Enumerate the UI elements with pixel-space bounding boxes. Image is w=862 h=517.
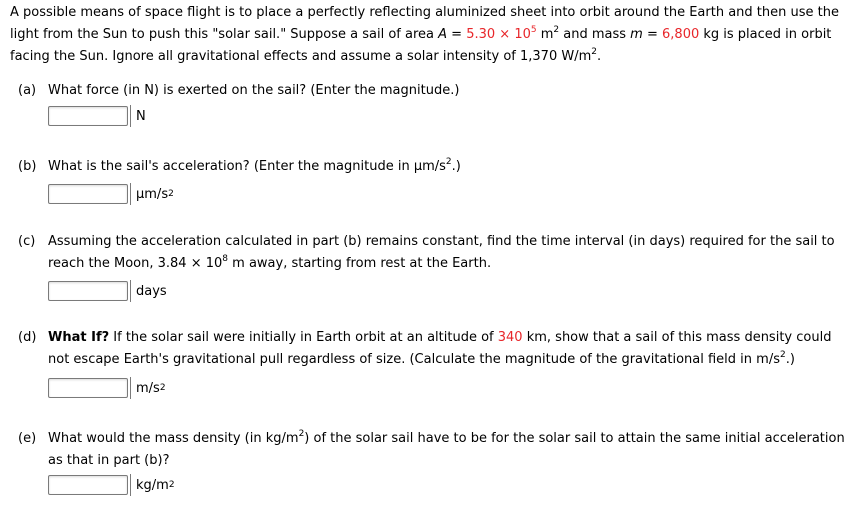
part-e-answer (48, 474, 175, 496)
part-d-question-end: .) (785, 352, 795, 367)
problem-statement (10, 2, 850, 68)
part-b-unit: µm/s 2 (130, 183, 174, 205)
part-a-letter: (a) (18, 83, 37, 98)
part-d (18, 327, 848, 371)
part-e-letter: (e) (18, 431, 37, 446)
part-c-question-text: Assuming the acceleration calculated in part (b) remains constant, find the time interval (in days) required for the sail to reach the Moon, 3.84 × 10 (48, 234, 835, 271)
part-e (18, 428, 848, 472)
problem-text: A possible means of space flight is to place a perfectly reflecting aluminized sheet into orbit around the Earth and then use the light from the Sun to push this "solar sail." Suppose a sail of area (10, 5, 839, 42)
part-c-question-exponent: 8 (222, 254, 229, 264)
part-c-input[interactable] (48, 281, 128, 301)
area-unit-exponent: 2 (553, 25, 560, 35)
part-d-letter: (d) (18, 330, 37, 345)
part-c-unit-label: days (136, 283, 167, 299)
part-c-letter: (c) (18, 234, 36, 249)
area-exponent: 5 (530, 25, 537, 35)
part-a-unit-label: N (136, 108, 146, 124)
part-a-question: What force (in N) is exerted on the sail? (Enter the magnitude.) (48, 83, 460, 98)
altitude-value: 340 (497, 330, 523, 345)
part-e-unit: kg/m 2 (130, 474, 175, 496)
part-e-question-exponent: 2 (298, 429, 305, 439)
part-d-unit-label: m/s (136, 380, 160, 396)
part-d-unit: m/s 2 (130, 377, 166, 399)
part-b (18, 156, 848, 178)
part-b-question-text: What is the sail's acceleration? (Enter the magnitude in µm/s (48, 159, 446, 174)
part-b-question (48, 156, 848, 178)
part-b-question-end: .) (451, 159, 461, 174)
part-b-letter: (b) (18, 159, 37, 174)
part-e-question-text: What would the mass density (in kg/m (48, 431, 299, 446)
area-variable: A (438, 27, 448, 42)
area-value (466, 27, 536, 42)
part-b-unit-label: µm/s (136, 186, 169, 202)
part-c-question-end: m away, starting from rest at the Earth. (228, 256, 492, 271)
part-d-question-text-2: km, show that a sail of this mass density could not escape Earth's gravitational pull regardless of size. (Calculate the magnitude of the gravitational field in m/s (48, 330, 832, 367)
part-e-input[interactable] (48, 475, 128, 495)
part-d-answer (48, 377, 166, 399)
area-unit: m (536, 27, 554, 42)
part-b-answer (48, 183, 174, 205)
problem-text-mass: and mass (559, 27, 631, 42)
intensity-exponent: 2 (591, 47, 597, 57)
part-a-unit (130, 105, 146, 127)
part-c (18, 231, 848, 275)
period: . (596, 49, 602, 64)
part-e-unit-label: kg/m (136, 477, 169, 493)
equals-sign: = (642, 27, 663, 42)
part-a-input[interactable] (48, 106, 128, 126)
part-b-input[interactable] (48, 184, 128, 204)
equals-sign: = (447, 27, 467, 42)
mass-value: 6,800 (662, 27, 700, 42)
part-d-input[interactable] (48, 378, 128, 398)
part-e-question (48, 428, 848, 472)
what-if-label: What If? (48, 330, 110, 345)
part-c-question (48, 231, 848, 275)
mass-variable: m (630, 27, 643, 42)
area-mantissa: 5.30 × 10 (466, 27, 531, 42)
part-b-question-exponent: 2 (445, 157, 452, 167)
part-a-answer (48, 105, 146, 127)
part-d-question-exponent: 2 (779, 350, 786, 360)
part-d-question (48, 327, 848, 371)
part-d-question-text: If the solar sail were initially in Earth orbit at an altitude of (109, 330, 498, 345)
part-c-answer (48, 280, 167, 302)
part-e-question-end: ) of the solar sail have to be for the solar sail to attain the same initial acceleration as that in part (b)? (48, 431, 845, 468)
part-a (18, 80, 848, 102)
problem-text-intensity: kg is placed in orbit facing the Sun. Ignore all gravitational effects and assume a solar intensity of 1,370 W/m (10, 27, 832, 64)
part-c-unit (130, 280, 167, 302)
